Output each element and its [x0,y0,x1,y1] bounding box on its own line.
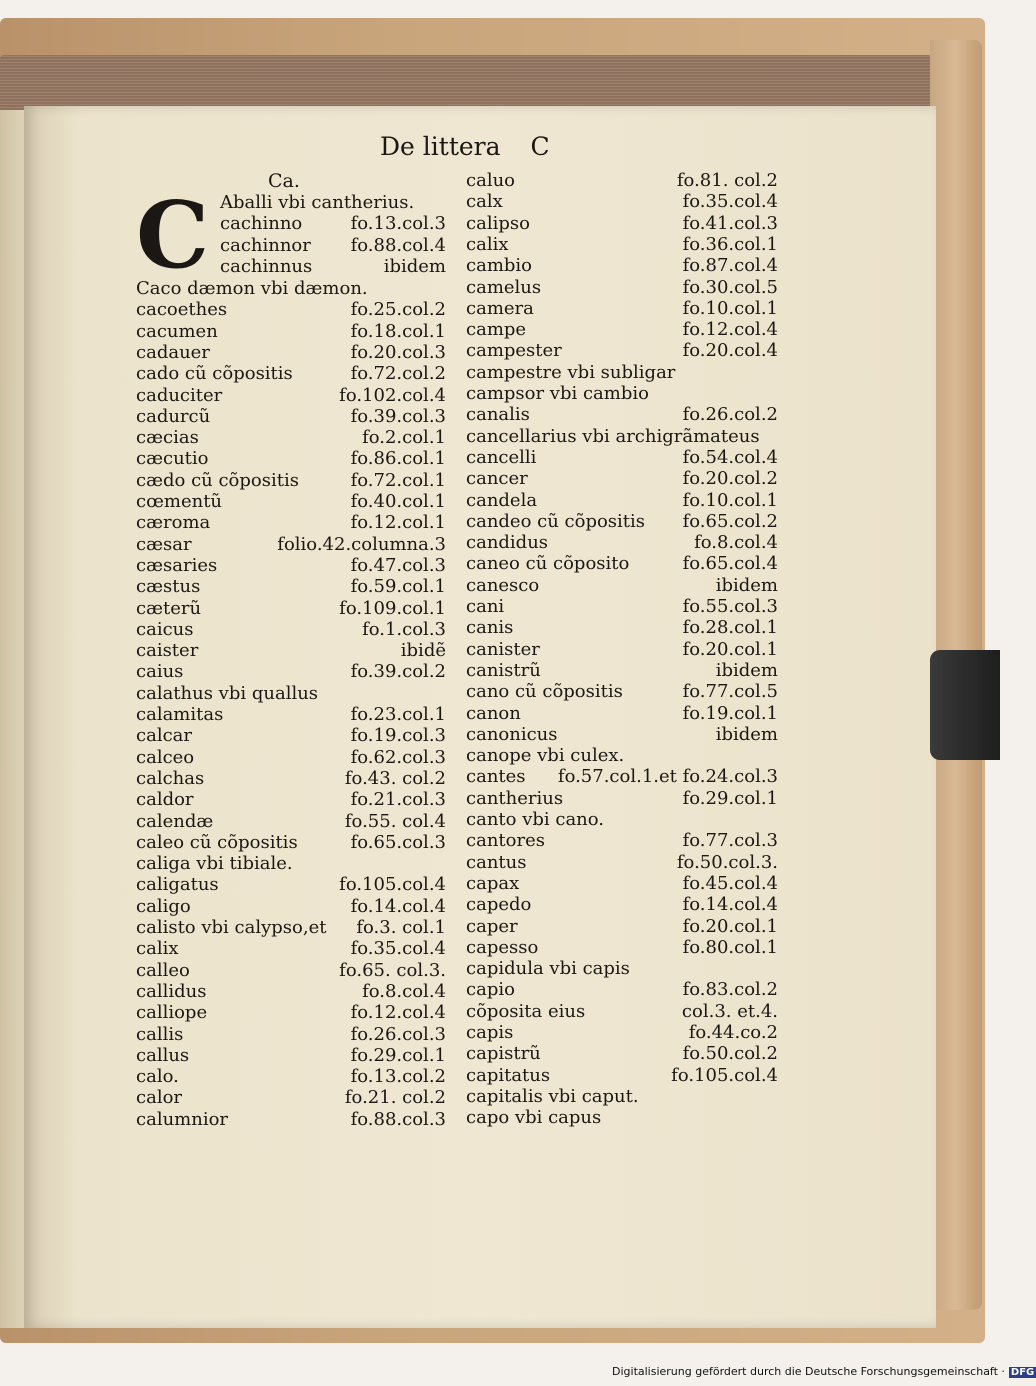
entry-row [466,1022,778,1044]
entry-reference: fo.25.col.2 [350,299,446,321]
entry-term: calx [466,191,503,213]
entry-term: calipso [466,212,530,234]
entry-row [466,788,778,810]
entry-reference: fo.41.col.3 [682,212,778,234]
entry-reference: fo.19.col.3 [350,725,446,747]
entry-reference: fo.8.col.4 [694,532,778,554]
entry-reference: fo.13.col.3 [350,213,446,235]
entry-term: calix [466,233,509,255]
section-heading: Ca. [268,170,300,192]
entry-reference: fo.39.col.2 [350,661,446,683]
footer-text: Digitalisierung gefördert durch die Deutsche Forschungsgemeinschaft · [612,1365,1005,1378]
entry-row [136,1002,446,1024]
entry-row [466,1086,778,1108]
entry-term: cæroma [136,512,211,534]
entry-term: canonicus [466,723,558,745]
entry-term: caligo [136,895,191,917]
entry-reference: fo.29.col.1 [350,1044,446,1066]
entry-term: calleo [136,959,190,981]
entry-reference: fo.80.col.1 [682,936,778,958]
entry-row [220,192,446,214]
entry-reference: fo.20.col.2 [682,468,778,490]
entry-term: cado cũ cõpositis [136,363,293,385]
entry-reference: fo.10.col.1 [682,297,778,319]
entry-term: capio [466,979,515,1001]
entry-row [466,490,778,512]
entry-row [136,512,446,534]
entry-row [466,916,778,938]
entry-row [466,703,778,725]
entry-term: cantus [466,851,527,873]
entry-row [466,660,778,682]
entry-reference: ibidem [383,255,446,277]
entry-reference: fo.1.col.3 [362,618,446,640]
entry-reference: fo.21.col.3 [350,789,446,811]
entry-term: capedo [466,894,532,916]
entry-reference: fo.40.col.1 [350,491,446,512]
entry-term: calix [136,938,179,960]
entry-row [136,363,446,385]
entry-reference: fo.50.col.3. [676,851,778,873]
entry-row [466,277,778,299]
entry-row [136,853,446,875]
entry-row [466,426,778,448]
dfg-logo: DFG [1010,1367,1035,1378]
entry-row [136,704,446,726]
entry-reference: fo.12.col.1 [350,512,446,534]
entry-reference: fo.105.col.4 [671,1064,778,1086]
entry-term: capis [466,1022,514,1043]
entry-row [466,1107,778,1129]
entry-term: cancelli [466,446,537,468]
entry-row [136,981,446,1003]
entry-reference: fo.77.col.3 [682,830,778,852]
entry-term: calumnior [136,1108,229,1130]
entry-term: capitalis vbi caput. [466,1085,639,1107]
entry-reference: fo.12.col.4 [350,1002,446,1024]
entry-reference: fo.65.col.3 [350,831,446,853]
entry-reference: fo.35.col.4 [350,938,446,960]
entry-row [136,321,446,343]
entry-term: calamitas [136,704,224,725]
entry-reference: fo.44.co.2 [688,1022,778,1043]
entry-row [466,1001,778,1023]
entry-row [136,896,446,918]
entry-row [220,256,446,278]
entry-row [136,725,446,747]
entry-row [136,576,446,598]
entry-row [466,234,778,256]
entry-term: cæsaries [136,554,218,576]
entry-reference: fo.12.col.4 [682,319,778,341]
entry-row [136,299,446,321]
entry-row [466,255,778,277]
entry-row [466,362,778,384]
entry-reference: fo.29.col.1 [682,787,778,809]
entry-row [466,979,778,1001]
entry-reference: fo.13.col.2 [350,1066,446,1088]
entry-row [136,1024,446,1046]
entry-term: canister [466,638,540,660]
entry-reference: fo.88.col.3 [350,1108,446,1130]
entry-row [466,170,778,192]
entry-reference: fo.77.col.5 [682,681,778,703]
entry-term: callidus [136,980,207,1002]
entry-reference: ibidẽ [400,640,446,662]
entry-row [136,470,446,492]
entry-term: cancellarius vbi archigrãmateus [466,425,760,447]
entry-reference: fo.83.col.2 [682,979,778,1001]
entry-row [136,661,446,683]
entry-row [466,298,778,320]
entry-row [466,766,778,788]
entry-reference: fo.72.col.2 [350,363,446,385]
entry-term: cæterũ [136,597,202,619]
entry-reference: fo.20.col.3 [350,341,446,363]
entry-term: canistrũ [466,659,541,681]
entry-row [466,340,778,362]
entry-term: cancer [466,468,528,490]
entry-reference: fo.19.col.1 [682,702,778,724]
entry-reference: col.3. et.4. [681,1000,778,1022]
entry-row [466,553,778,575]
entry-row [466,809,778,831]
drop-cap: C [136,181,210,289]
entry-row [136,938,446,960]
entry-row [136,448,446,470]
entry-reference: fo.35.col.4 [682,191,778,213]
entry-term: callis [136,1023,184,1045]
entry-reference: fo.14.col.4 [350,895,446,917]
entry-row [136,555,446,577]
entry-term: candidus [466,532,549,554]
entry-row [136,832,446,854]
entry-row [136,683,446,705]
entry-term: cædo cũ cõpositis [136,469,299,491]
entry-row [466,724,778,746]
entry-term: canon [466,702,521,724]
entry-reference: fo.26.col.3 [350,1023,446,1045]
entry-term: cantores [466,830,545,852]
entry-term: calor [136,1087,183,1109]
entry-term: caldor [136,789,194,811]
entry-term: cambio [466,255,532,277]
entry-row [136,1087,446,1109]
entry-term: cadurcũ [136,405,211,427]
entry-row [220,235,446,257]
entry-term: cæsar [136,533,192,555]
entry-term: cachinno [220,213,303,235]
entry-row [136,917,446,939]
entry-row [136,619,446,641]
entry-row [136,874,446,896]
entry-term: calisto vbi calypso,et [136,917,327,938]
entry-reference: fo.62.col.3 [350,746,446,768]
entry-reference: fo.23.col.1 [350,704,446,725]
entry-term: calathus vbi quallus [136,682,319,704]
entry-row [136,640,446,662]
page-header [380,132,550,161]
entry-reference: folio.42.columna.3 [277,533,446,555]
entry-term: caluo [466,170,515,191]
entry-reference: fo.87.col.4 [682,255,778,277]
header-title: De littera [380,132,501,161]
entry-reference: fo.39.col.3 [350,405,446,427]
entry-term: cachinnus [220,255,313,277]
entry-row [136,406,446,428]
entry-row [466,1065,778,1087]
entry-term: calendæ [136,810,214,832]
entry-row [136,342,446,364]
entry-term: cantes [466,766,526,788]
entry-row [136,747,446,769]
entry-reference: fo.30.col.5 [682,276,778,298]
entry-reference: fo.26.col.2 [682,404,778,426]
entry-reference: fo.55.col.3 [682,596,778,617]
entry-reference: fo.47.col.3 [350,554,446,576]
entry-term: canis [466,617,514,639]
entry-reference: fo.109.col.1 [339,597,446,619]
entry-term: canesco [466,574,540,596]
entry-reference: fo.18.col.1 [350,320,446,342]
entry-reference: fo.50.col.2 [682,1043,778,1065]
entry-term: caduciter [136,384,223,406]
entry-reference: fo.72.col.1 [350,469,446,491]
book-clasp [930,650,1000,760]
entry-term: capidula vbi capis [466,958,630,980]
entry-reference: fo.14.col.4 [682,894,778,916]
entry-term: cœmentũ [136,491,223,512]
entry-term: caper [466,915,518,937]
entry-term: candela [466,489,538,511]
entry-term: campester [466,340,562,362]
entry-reference: fo.20.col.4 [682,340,778,362]
header-letter: C [530,132,550,161]
entry-reference: fo.86.col.1 [350,448,446,470]
entry-row [466,1043,778,1065]
entry-row [466,404,778,426]
entry-row [466,639,778,661]
entry-term: Caco dæmon vbi dæmon. [136,278,368,299]
entry-term: caicus [136,618,194,640]
entry-term: callus [136,1044,190,1066]
entry-term: canto vbi cano. [466,809,605,830]
entry-term: Aballi vbi cantherius. [220,192,415,213]
entry-row [466,852,778,874]
entry-reference: fo.55. col.4 [344,810,446,832]
entry-row [466,532,778,554]
entry-reference: fo.105.col.4 [339,874,446,896]
entry-term: calchas [136,767,205,789]
entry-reference: fo.8.col.4 [362,980,446,1002]
entry-reference: fo.65. col.3. [339,959,446,981]
entry-term: calcar [136,725,192,747]
entry-row [466,511,778,533]
entry-reference: fo.65.col.4 [682,553,778,575]
entry-row [466,681,778,703]
entry-term: calo. [136,1066,179,1088]
entry-term: caliga vbi tibiale. [136,853,293,875]
entry-term: cani [466,596,505,617]
entry-row [466,873,778,895]
entry-row [466,596,778,618]
entry-reference: fo.59.col.1 [350,576,446,598]
entry-row [466,745,778,767]
entry-term: capesso [466,936,539,958]
entry-row [136,491,446,513]
entry-reference: fo.43. col.2 [344,767,446,789]
book-fore-edge [0,55,932,113]
entry-term: camera [466,297,534,319]
entry-reference: fo.20.col.1 [682,915,778,937]
entry-row [466,319,778,341]
entry-reference: fo.3. col.1 [356,917,446,938]
entry-reference: fo.28.col.1 [682,617,778,639]
entry-row [136,385,446,407]
entry-row [136,427,446,449]
entry-term: calceo [136,746,195,768]
entry-term: capitatus [466,1064,551,1086]
entry-row [466,617,778,639]
entry-term: camelus [466,276,542,298]
entry-row [466,383,778,405]
entry-term: cæcutio [136,448,209,470]
entry-term: campestre vbi subligar [466,361,676,383]
entry-term: capax [466,872,520,894]
entry-row [466,958,778,980]
entry-term: cacumen [136,320,218,342]
entry-reference: fo.21. col.2 [344,1087,446,1109]
entry-reference: fo.36.col.1 [682,233,778,255]
entry-reference: fo.81. col.2 [676,170,778,191]
entry-term: cantherius [466,787,564,809]
entry-term: canalis [466,404,530,426]
entry-term: cadauer [136,341,210,363]
entry-term: caleo cũ cõpositis [136,831,298,853]
entry-term: campe [466,319,527,341]
entry-reference: fo.45.col.4 [682,872,778,894]
entry-reference: fo.10.col.1 [682,489,778,511]
entry-reference: fo.102.col.4 [339,384,446,406]
entry-reference: ibidem [715,659,778,681]
entry-reference: fo.65.col.2 [682,510,778,532]
entry-row [136,1066,446,1088]
footer [612,1365,1036,1378]
entry-term: cachinnor [220,234,311,256]
entry-row [136,811,446,833]
entry-row [466,447,778,469]
entry-row [466,575,778,597]
entry-row [466,894,778,916]
entry-term: cõposita eius [466,1000,586,1022]
entry-reference: ibidem [715,723,778,745]
entry-row [136,598,446,620]
entry-row [136,534,446,556]
entry-reference: ibidem [715,574,778,596]
entry-reference: fo.2.col.1 [362,427,446,449]
entry-term: candeo cũ cõpositis [466,510,646,532]
entry-term: canope vbi culex. [466,745,625,767]
entry-term: caius [136,661,184,683]
entry-term: cæcias [136,427,199,449]
entry-term: campsor vbi cambio [466,383,649,404]
entry-row [466,213,778,235]
entry-term: capistrũ [466,1043,541,1065]
entry-row [136,789,446,811]
entry-row [466,830,778,852]
entry-row [466,468,778,490]
entry-term: cacoethes [136,299,228,321]
entry-reference: fo.54.col.4 [682,446,778,468]
entry-term: cano cũ cõpositis [466,681,623,703]
entry-row [136,278,446,300]
entry-reference: fo.88.col.4 [350,234,446,256]
entry-row [466,937,778,959]
entry-row [136,1045,446,1067]
entry-row [136,768,446,790]
entry-row [466,191,778,213]
entry-reference: fo.57.col.1.et fo.24.col.3 [557,766,778,788]
entry-term: capo vbi capus [466,1107,602,1129]
entry-reference: fo.20.col.1 [682,638,778,660]
entry-row [136,960,446,982]
entry-term: caligatus [136,874,219,896]
entry-row [136,1109,446,1131]
entry-row [220,213,446,235]
entry-term: calliope [136,1002,208,1024]
entry-term: caneo cũ cõposito [466,553,630,575]
entry-term: caister [136,640,199,662]
entry-term: cæstus [136,576,201,598]
